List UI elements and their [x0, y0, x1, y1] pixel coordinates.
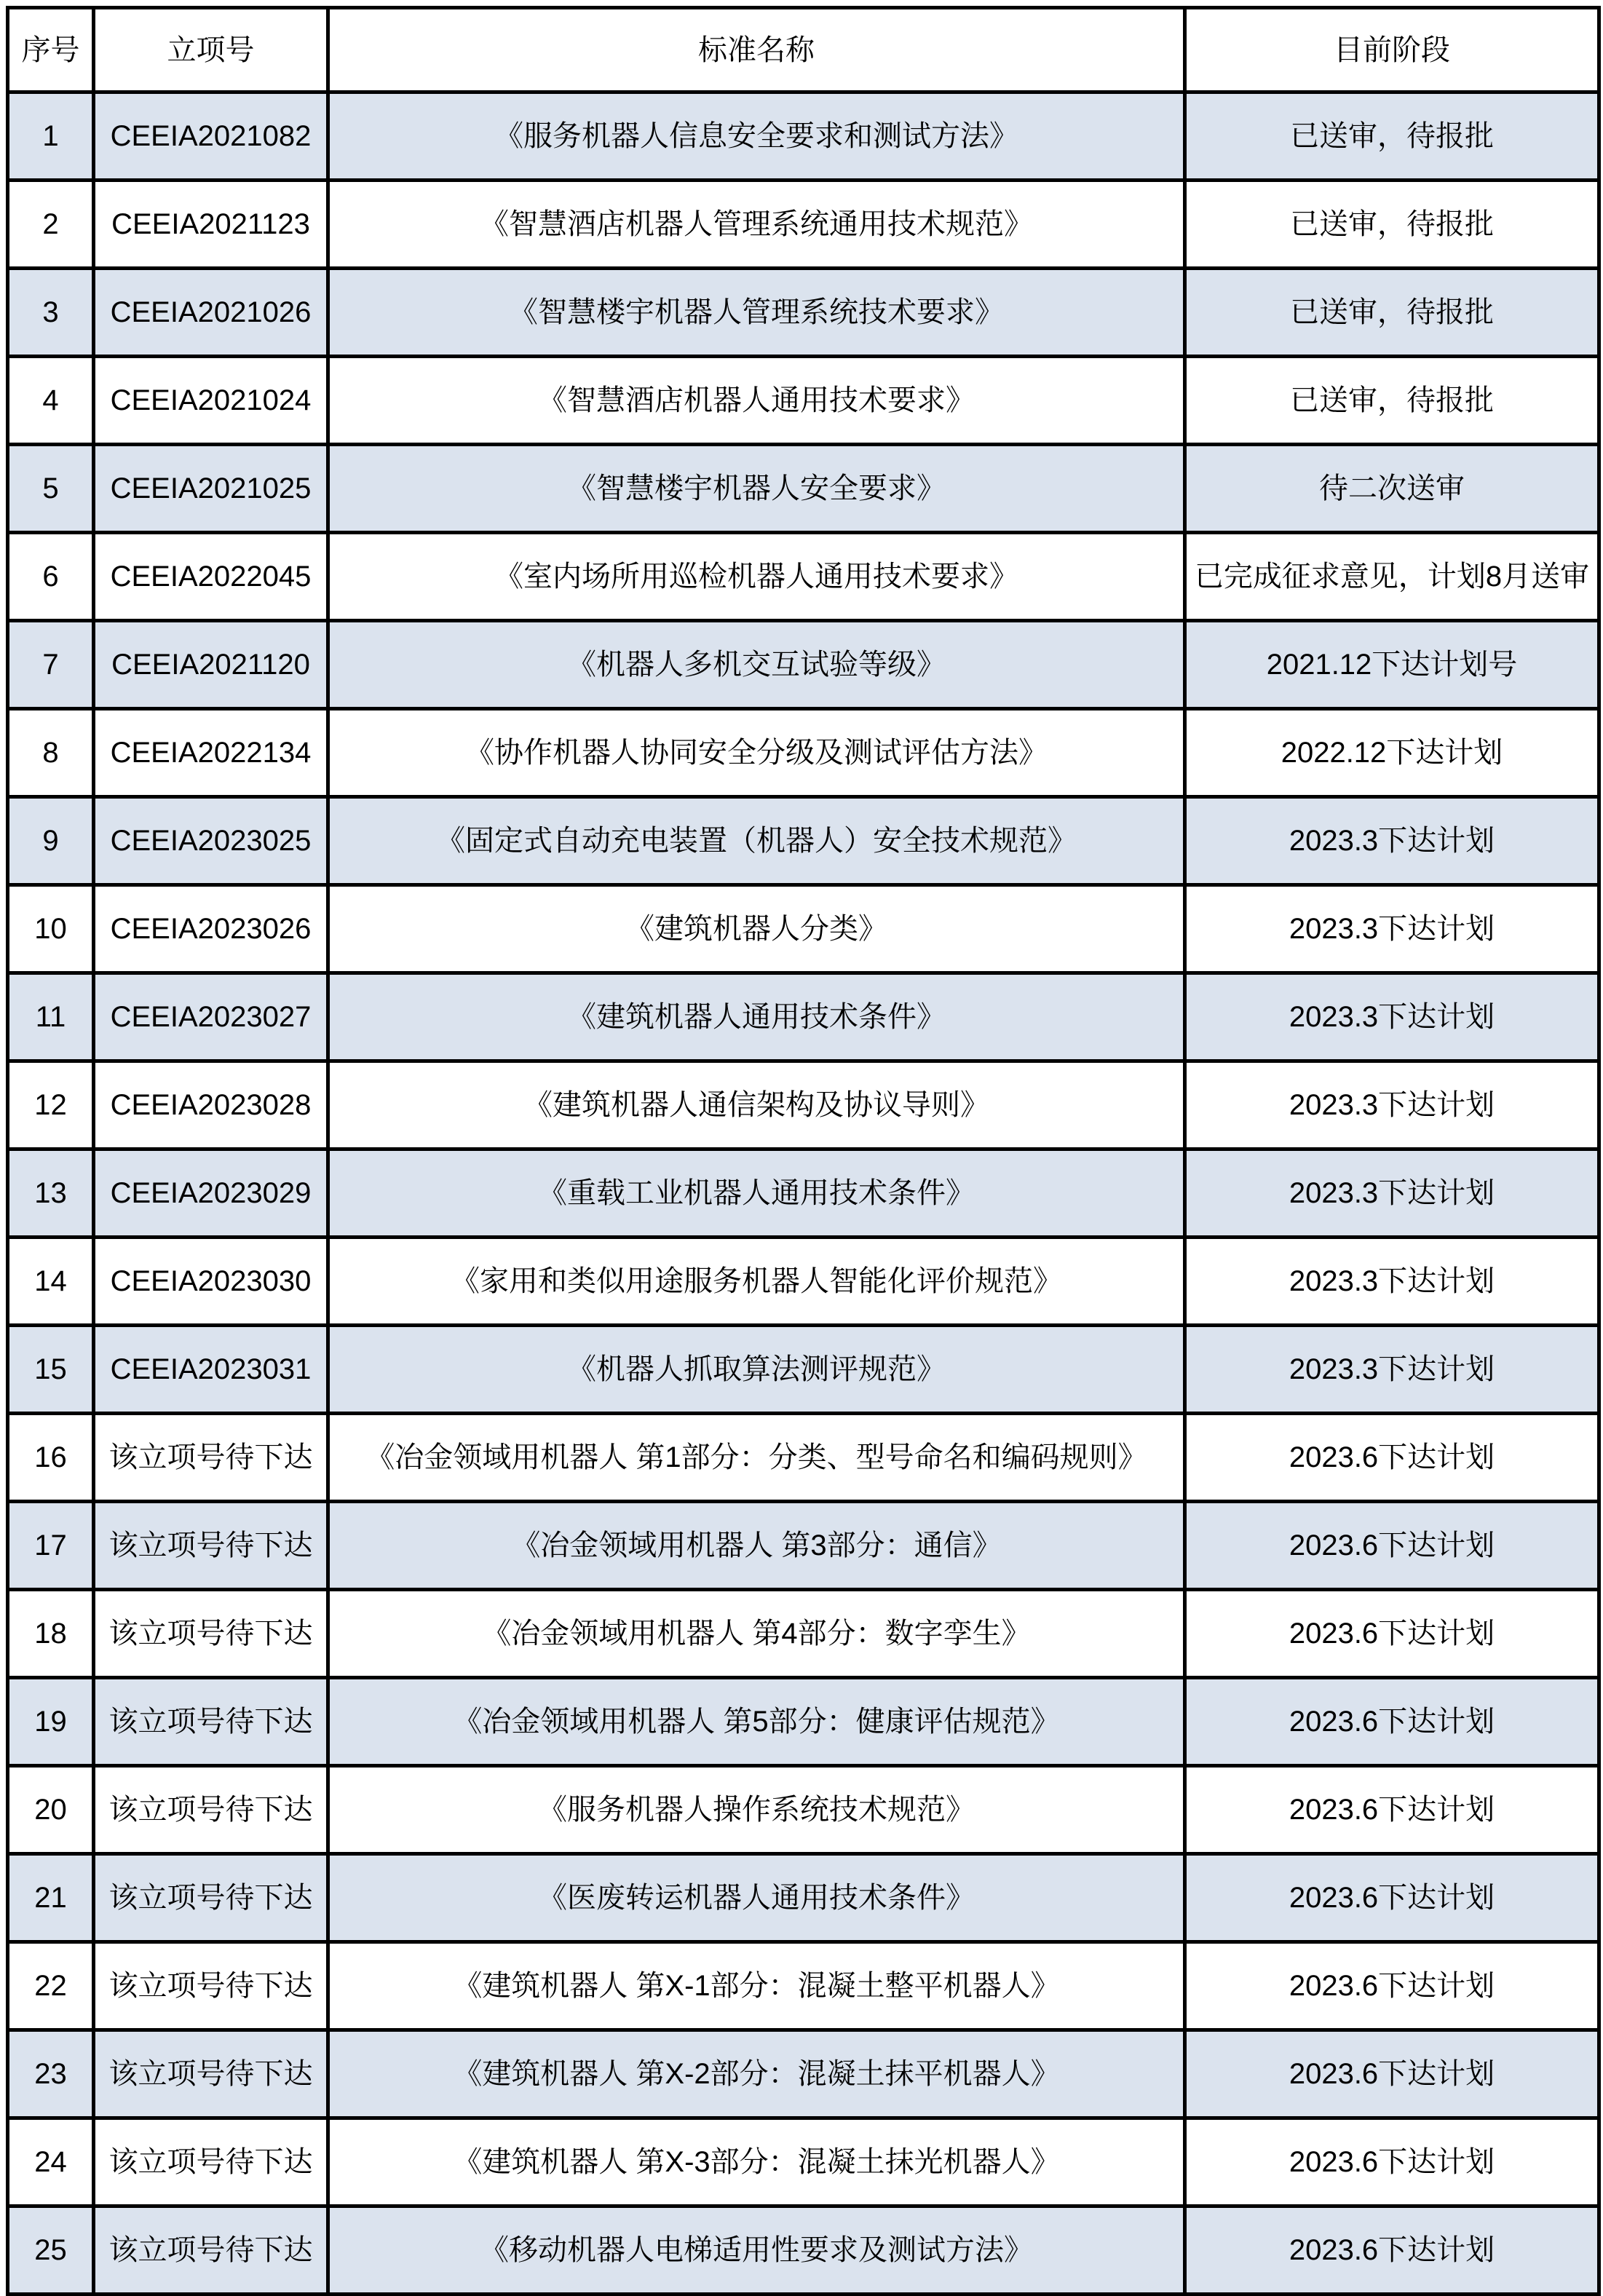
serial-number-cell: 20 — [8, 1766, 94, 1854]
table-row — [8, 533, 1599, 621]
table-row — [8, 1061, 1599, 1149]
standard-name-cell: 《冶金领域用机器人 第1部分：分类、型号命名和编码规则》 — [328, 1414, 1185, 1502]
project-id-cell: 该立项号待下达 — [94, 2118, 328, 2206]
current-stage-cell: 2023.3下达计划 — [1185, 973, 1599, 1061]
current-stage-cell: 2023.6下达计划 — [1185, 2118, 1599, 2206]
current-stage-cell: 已完成征求意见，计划8月送审 — [1185, 533, 1599, 621]
table-row — [8, 1678, 1599, 1766]
standard-name-cell: 《医废转运机器人通用技术条件》 — [328, 1854, 1185, 1942]
standard-name-cell: 《冶金领域用机器人 第4部分：数字孪生》 — [328, 1590, 1185, 1678]
standard-name-cell: 《服务机器人信息安全要求和测试方法》 — [328, 92, 1185, 181]
table-row — [8, 357, 1599, 445]
table-row — [8, 1590, 1599, 1678]
table-row — [8, 445, 1599, 533]
standard-name-cell: 《智慧楼宇机器人管理系统技术要求》 — [328, 269, 1185, 357]
table-row — [8, 1854, 1599, 1942]
serial-number-cell: 4 — [8, 357, 94, 445]
project-id-cell: 该立项号待下达 — [94, 1942, 328, 2030]
table-row — [8, 1502, 1599, 1590]
serial-number-cell: 16 — [8, 1414, 94, 1502]
current-stage-cell: 2023.6下达计划 — [1185, 1854, 1599, 1942]
current-stage-cell: 2023.3下达计划 — [1185, 1149, 1599, 1238]
standards-table-container — [6, 6, 1597, 2296]
standard-name-cell: 《建筑机器人通用技术条件》 — [328, 973, 1185, 1061]
current-stage-cell: 2023.6下达计划 — [1185, 1502, 1599, 1590]
current-stage-cell: 2023.6下达计划 — [1185, 1766, 1599, 1854]
standard-name-cell: 《机器人抓取算法测评规范》 — [328, 1326, 1185, 1414]
table-row — [8, 1766, 1599, 1854]
standard-name-cell: 《冶金领域用机器人 第3部分：通信》 — [328, 1502, 1185, 1590]
current-stage-cell: 2023.3下达计划 — [1185, 885, 1599, 973]
current-stage-cell: 已送审，待报批 — [1185, 181, 1599, 269]
serial-number-cell: 21 — [8, 1854, 94, 1942]
standard-name-cell: 《建筑机器人 第X-1部分：混凝土整平机器人》 — [328, 1942, 1185, 2030]
table-row — [8, 2206, 1599, 2295]
project-id-cell: CEEIA2023025 — [94, 797, 328, 885]
serial-number-cell: 5 — [8, 445, 94, 533]
current-stage-cell: 已送审，待报批 — [1185, 92, 1599, 181]
table-row — [8, 1414, 1599, 1502]
table-row — [8, 1149, 1599, 1238]
standard-name-cell: 《家用和类似用途服务机器人智能化评价规范》 — [328, 1238, 1185, 1326]
standard-name-cell: 《移动机器人电梯适用性要求及测试方法》 — [328, 2206, 1185, 2295]
table-row — [8, 973, 1599, 1061]
project-id-cell: CEEIA2023030 — [94, 1238, 328, 1326]
standard-name-cell: 《重载工业机器人通用技术条件》 — [328, 1149, 1185, 1238]
current-stage-cell: 已送审，待报批 — [1185, 357, 1599, 445]
table-row — [8, 181, 1599, 269]
table-row — [8, 1238, 1599, 1326]
standard-name-cell: 《建筑机器人分类》 — [328, 885, 1185, 973]
table-row — [8, 1326, 1599, 1414]
standards-plan-table — [6, 6, 1601, 2296]
serial-number-cell: 3 — [8, 269, 94, 357]
table-row — [8, 797, 1599, 885]
serial-number-cell: 25 — [8, 2206, 94, 2295]
table-row — [8, 1942, 1599, 2030]
current-stage-cell: 2023.3下达计划 — [1185, 1326, 1599, 1414]
column-header-serial-number: 序号 — [8, 8, 94, 92]
serial-number-cell: 15 — [8, 1326, 94, 1414]
serial-number-cell: 7 — [8, 621, 94, 709]
standard-name-cell: 《室内场所用巡检机器人通用技术要求》 — [328, 533, 1185, 621]
project-id-cell: CEEIA2021024 — [94, 357, 328, 445]
standard-name-cell: 《智慧酒店机器人管理系统通用技术规范》 — [328, 181, 1185, 269]
table-row — [8, 2030, 1599, 2118]
standard-name-cell: 《服务机器人操作系统技术规范》 — [328, 1766, 1185, 1854]
serial-number-cell: 9 — [8, 797, 94, 885]
serial-number-cell: 12 — [8, 1061, 94, 1149]
standard-name-cell: 《智慧楼宇机器人安全要求》 — [328, 445, 1185, 533]
serial-number-cell: 18 — [8, 1590, 94, 1678]
project-id-cell: 该立项号待下达 — [94, 1766, 328, 1854]
current-stage-cell: 2023.3下达计划 — [1185, 1061, 1599, 1149]
serial-number-cell: 10 — [8, 885, 94, 973]
table-row — [8, 709, 1599, 797]
serial-number-cell: 13 — [8, 1149, 94, 1238]
standard-name-cell: 《建筑机器人 第X-2部分：混凝土抹平机器人》 — [328, 2030, 1185, 2118]
project-id-cell: 该立项号待下达 — [94, 2030, 328, 2118]
project-id-cell: CEEIA2021025 — [94, 445, 328, 533]
current-stage-cell: 2021.12下达计划号 — [1185, 621, 1599, 709]
current-stage-cell: 2023.6下达计划 — [1185, 2030, 1599, 2118]
current-stage-cell: 已送审，待报批 — [1185, 269, 1599, 357]
project-id-cell: CEEIA2023027 — [94, 973, 328, 1061]
current-stage-cell: 2023.6下达计划 — [1185, 1942, 1599, 2030]
serial-number-cell: 22 — [8, 1942, 94, 2030]
project-id-cell: CEEIA2023028 — [94, 1061, 328, 1149]
column-header-standard-name: 标准名称 — [328, 8, 1185, 92]
current-stage-cell: 2022.12下达计划 — [1185, 709, 1599, 797]
standard-name-cell: 《冶金领域用机器人 第5部分：健康评估规范》 — [328, 1678, 1185, 1766]
project-id-cell: CEEIA2022045 — [94, 533, 328, 621]
serial-number-cell: 1 — [8, 92, 94, 181]
table-row — [8, 2118, 1599, 2206]
standard-name-cell: 《建筑机器人通信架构及协议导则》 — [328, 1061, 1185, 1149]
current-stage-cell: 2023.3下达计划 — [1185, 1238, 1599, 1326]
serial-number-cell: 19 — [8, 1678, 94, 1766]
serial-number-cell: 2 — [8, 181, 94, 269]
current-stage-cell: 2023.6下达计划 — [1185, 1678, 1599, 1766]
project-id-cell: CEEIA2021120 — [94, 621, 328, 709]
column-header-project-id: 立项号 — [94, 8, 328, 92]
project-id-cell: CEEIA2021123 — [94, 181, 328, 269]
current-stage-cell: 2023.3下达计划 — [1185, 797, 1599, 885]
serial-number-cell: 8 — [8, 709, 94, 797]
serial-number-cell: 24 — [8, 2118, 94, 2206]
project-id-cell: CEEIA2022134 — [94, 709, 328, 797]
project-id-cell: 该立项号待下达 — [94, 2206, 328, 2295]
table-row — [8, 92, 1599, 181]
column-header-current-stage: 目前阶段 — [1185, 8, 1599, 92]
table-row — [8, 885, 1599, 973]
project-id-cell: CEEIA2023029 — [94, 1149, 328, 1238]
standard-name-cell: 《智慧酒店机器人通用技术要求》 — [328, 357, 1185, 445]
serial-number-cell: 17 — [8, 1502, 94, 1590]
standard-name-cell: 《固定式自动充电装置（机器人）安全技术规范》 — [328, 797, 1185, 885]
project-id-cell: 该立项号待下达 — [94, 1854, 328, 1942]
current-stage-cell: 2023.6下达计划 — [1185, 2206, 1599, 2295]
table-header-row — [8, 8, 1599, 92]
table-row — [8, 269, 1599, 357]
current-stage-cell: 2023.6下达计划 — [1185, 1414, 1599, 1502]
project-id-cell: CEEIA2021026 — [94, 269, 328, 357]
serial-number-cell: 11 — [8, 973, 94, 1061]
standard-name-cell: 《建筑机器人 第X-3部分：混凝土抹光机器人》 — [328, 2118, 1185, 2206]
current-stage-cell: 2023.6下达计划 — [1185, 1590, 1599, 1678]
project-id-cell: 该立项号待下达 — [94, 1502, 328, 1590]
serial-number-cell: 14 — [8, 1238, 94, 1326]
table-row — [8, 621, 1599, 709]
project-id-cell: 该立项号待下达 — [94, 1590, 328, 1678]
project-id-cell: 该立项号待下达 — [94, 1678, 328, 1766]
project-id-cell: 该立项号待下达 — [94, 1414, 328, 1502]
project-id-cell: CEEIA2023031 — [94, 1326, 328, 1414]
serial-number-cell: 23 — [8, 2030, 94, 2118]
project-id-cell: CEEIA2023026 — [94, 885, 328, 973]
standard-name-cell: 《机器人多机交互试验等级》 — [328, 621, 1185, 709]
project-id-cell: CEEIA2021082 — [94, 92, 328, 181]
standard-name-cell: 《协作机器人协同安全分级及测试评估方法》 — [328, 709, 1185, 797]
current-stage-cell: 待二次送审 — [1185, 445, 1599, 533]
serial-number-cell: 6 — [8, 533, 94, 621]
